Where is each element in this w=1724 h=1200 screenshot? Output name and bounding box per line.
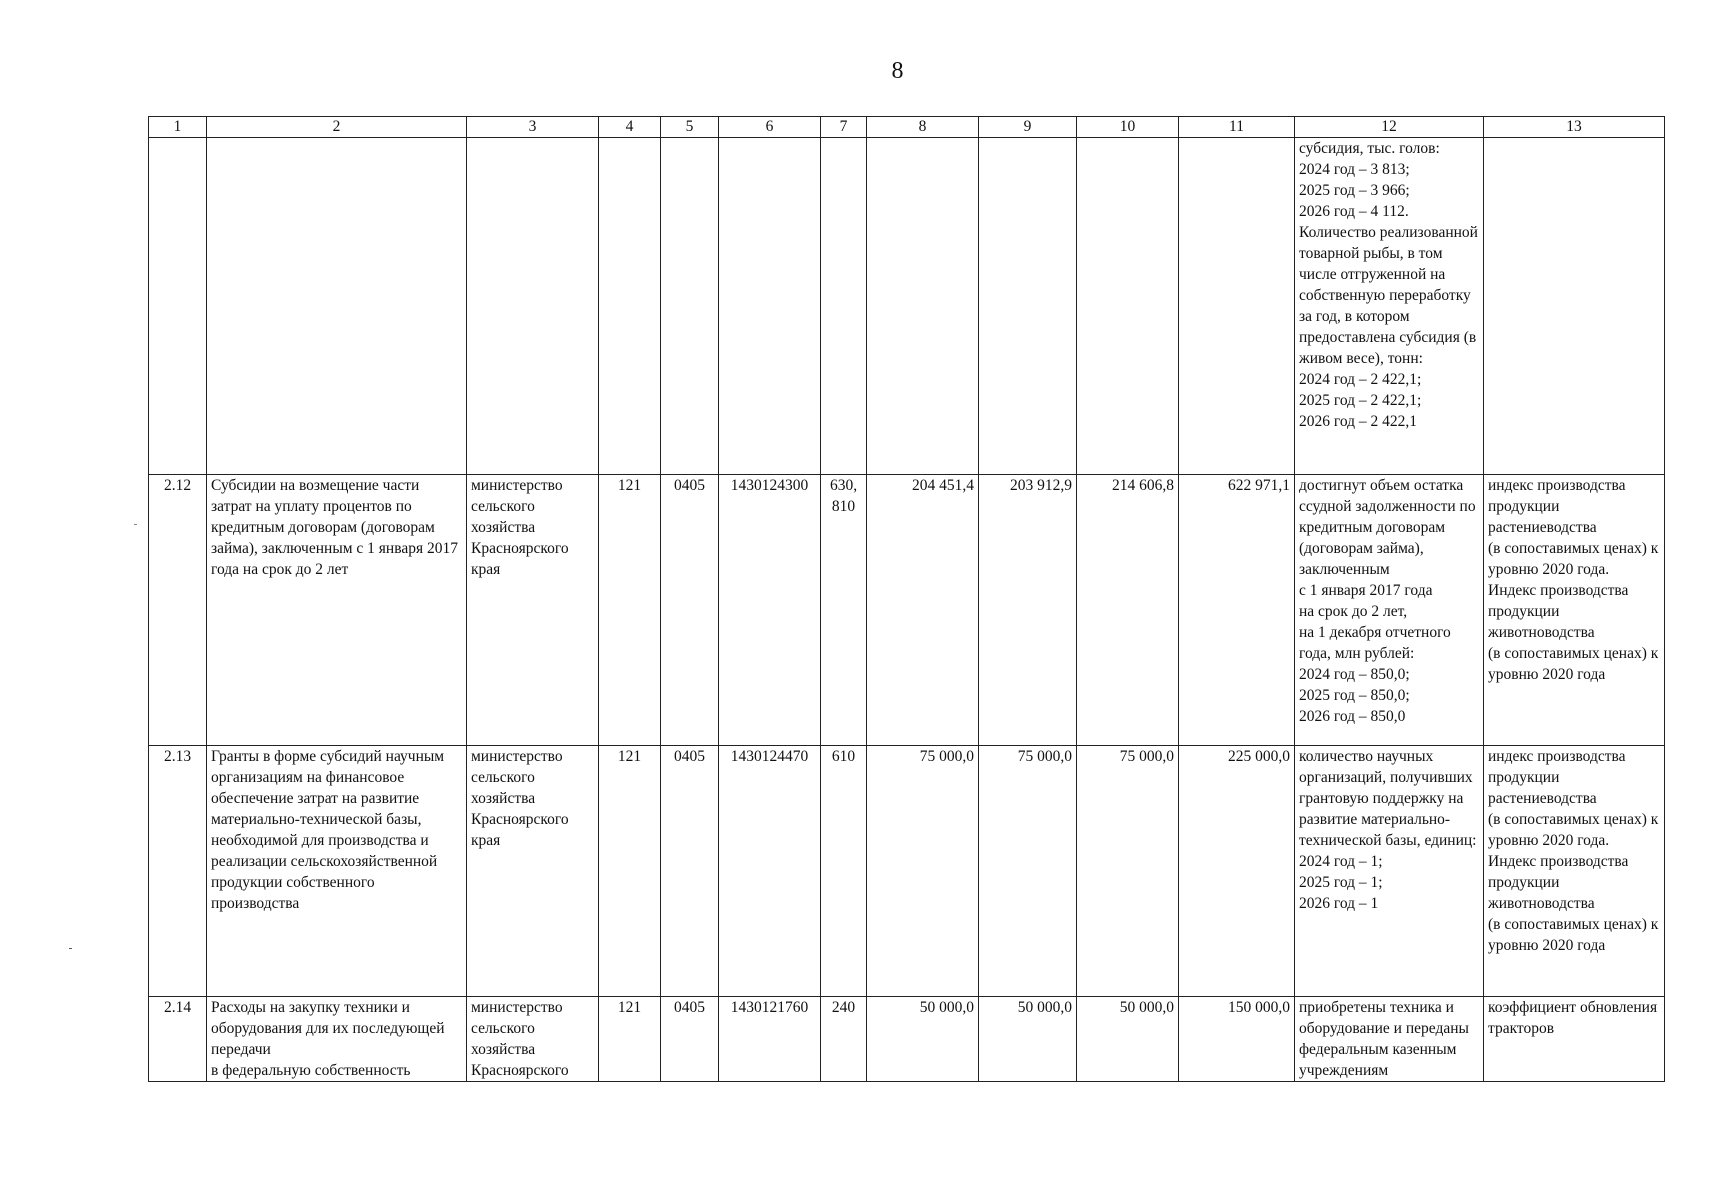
column-header: 8 [867, 117, 979, 138]
cell-amount-total: 622 971,1 [1179, 475, 1295, 746]
cell-grbs: 121 [599, 746, 661, 997]
cell-executor: министерство сельского хозяйства Красноярского края [467, 475, 599, 746]
cell-indicator: коэффициент обновления тракторов [1484, 997, 1665, 1082]
cell-amount-2026: 50 000,0 [1077, 997, 1179, 1082]
cell-result: достигнут объем остатка ссудной задолженности по кредитным договорам (договорам займа), заключенным с 1 января 2017 года на срок до 2 лет, на 1 декабря отчетного года, млн рублей: 2024 год – 850,0; 2025 год – 850,0; 2026 год – 850,0 [1295, 475, 1484, 746]
cell-empty [821, 138, 867, 475]
cell-measure-name: Расходы на закупку техники и оборудования для их последующей передачи в федеральную собственность [207, 997, 467, 1082]
column-header: 10 [1077, 117, 1179, 138]
table-row [149, 997, 1665, 1082]
cell-amount-total: 225 000,0 [1179, 746, 1295, 997]
cell-empty [467, 138, 599, 475]
cell-result: количество научных организаций, получивших грантовую поддержку на развитие материально-технической базы, единиц: 2024 год – 1; 2025 год – 1; 2026 год – 1 [1295, 746, 1484, 997]
column-header: 7 [821, 117, 867, 138]
cell-empty [207, 138, 467, 475]
column-header: 12 [1295, 117, 1484, 138]
cell-rzpr: 0405 [661, 475, 719, 746]
cell-amount-2026: 214 606,8 [1077, 475, 1179, 746]
cell-empty [149, 138, 207, 475]
cell-empty [1484, 138, 1665, 475]
scan-speck [134, 524, 137, 525]
cell-indicator: индекс производства продукции растениеводства (в сопоставимых ценах) к уровню 2020 года. Индекс производства продукции животноводства (в сопоставимых ценах) к уровню 2020 года [1484, 475, 1665, 746]
cell-number: 2.12 [149, 475, 207, 746]
cell-result: субсидия, тыс. голов: 2024 год – 3 813; 2025 год – 3 966; 2026 год – 4 112. Количество реализованной товарной рыбы, в том числе отгруженной на собственную переработку за год, в котором предоставлена субсидия (в живом весе), тонн: 2024 год – 2 422,1; 2025 год – 2 422,1; 2026 год – 2 422,1 [1295, 138, 1484, 475]
cell-amount-2025: 50 000,0 [979, 997, 1077, 1082]
column-header: 4 [599, 117, 661, 138]
cell-executor: министерство сельского хозяйства Красноярского края [467, 746, 599, 997]
cell-amount-2024: 50 000,0 [867, 997, 979, 1082]
cell-number: 2.14 [149, 997, 207, 1082]
column-header: 11 [1179, 117, 1295, 138]
cell-amount-total: 150 000,0 [1179, 997, 1295, 1082]
cell-grbs: 121 [599, 475, 661, 746]
column-header: 2 [207, 117, 467, 138]
program-measures-table [148, 116, 1665, 1082]
cell-empty [867, 138, 979, 475]
cell-measure-name: Субсидии на возмещение части затрат на уплату процентов по кредитным договорам (договорам займа), заключенным с 1 января 2017 года на срок до 2 лет [207, 475, 467, 746]
cell-empty [979, 138, 1077, 475]
column-header: 9 [979, 117, 1077, 138]
cell-amount-2025: 75 000,0 [979, 746, 1077, 997]
cell-rzpr: 0405 [661, 746, 719, 997]
cell-vr: 240 [821, 997, 867, 1082]
cell-rzpr: 0405 [661, 997, 719, 1082]
scan-speck [69, 948, 72, 949]
cell-indicator: индекс производства продукции растениеводства (в сопоставимых ценах) к уровню 2020 года. Индекс производства продукции животноводства (в сопоставимых ценах) к уровню 2020 года [1484, 746, 1665, 997]
column-header: 3 [467, 117, 599, 138]
cell-csr: 1430121760 [719, 997, 821, 1082]
cell-amount-2024: 204 451,4 [867, 475, 979, 746]
cell-executor: министерство сельского хозяйства Красноярского [467, 997, 599, 1082]
cell-measure-name: Гранты в форме субсидий научным организациям на финансовое обеспечение затрат на развитие материально-технической базы, необходимой для производства и реализации сельскохозяйственной продукции собственного производства [207, 746, 467, 997]
table-row [149, 746, 1665, 997]
cell-empty [599, 138, 661, 475]
cell-csr: 1430124470 [719, 746, 821, 997]
cell-empty [719, 138, 821, 475]
cell-empty [1077, 138, 1179, 475]
table-row-continuation [149, 138, 1665, 475]
cell-vr: 630, 810 [821, 475, 867, 746]
cell-csr: 1430124300 [719, 475, 821, 746]
cell-amount-2026: 75 000,0 [1077, 746, 1179, 997]
column-header: 13 [1484, 117, 1665, 138]
cell-empty [661, 138, 719, 475]
table-header-row [149, 117, 1665, 138]
page-number: 8 [891, 58, 904, 84]
cell-empty [1179, 138, 1295, 475]
cell-grbs: 121 [599, 997, 661, 1082]
column-header: 6 [719, 117, 821, 138]
cell-amount-2025: 203 912,9 [979, 475, 1077, 746]
table-row [149, 475, 1665, 746]
cell-result: приобретены техника и оборудование и переданы федеральным казенным учреждениям [1295, 997, 1484, 1082]
cell-number: 2.13 [149, 746, 207, 997]
column-header: 5 [661, 117, 719, 138]
cell-vr: 610 [821, 746, 867, 997]
column-header: 1 [149, 117, 207, 138]
cell-amount-2024: 75 000,0 [867, 746, 979, 997]
